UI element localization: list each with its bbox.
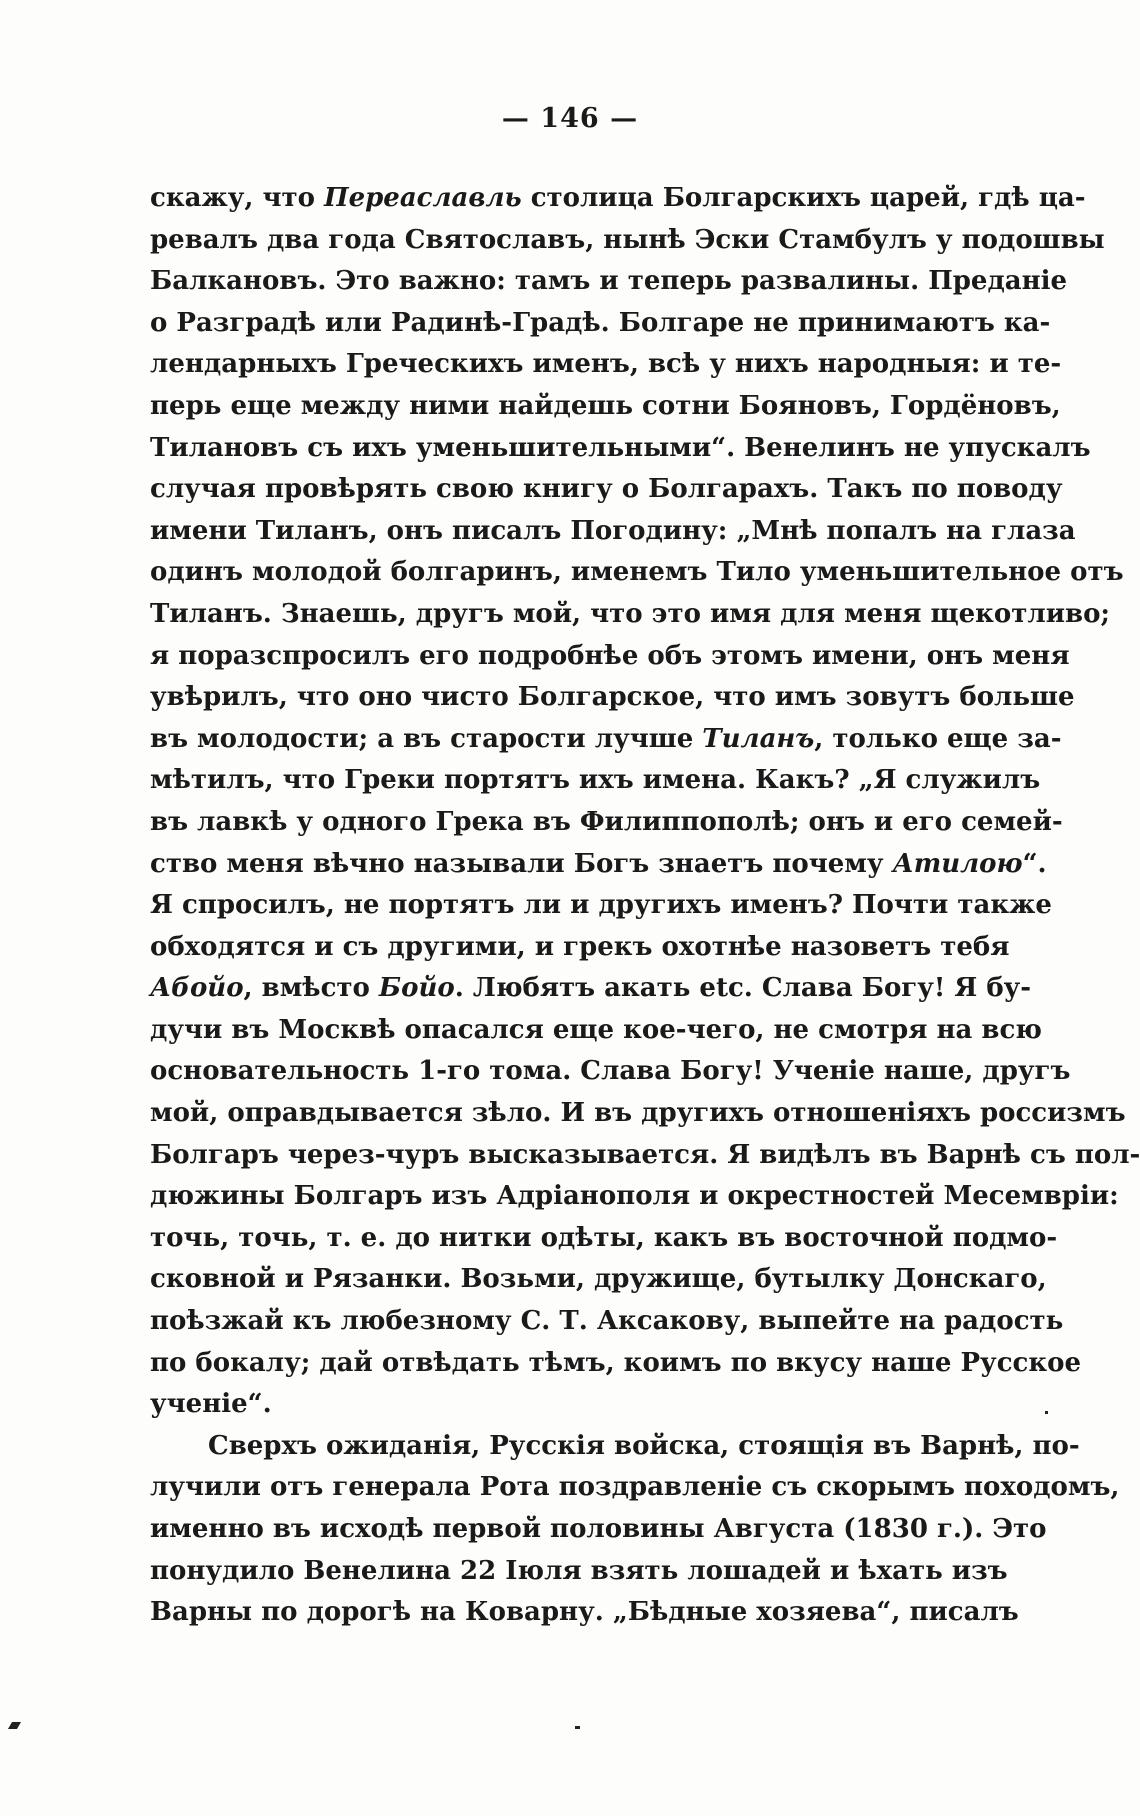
text-line xyxy=(150,428,1091,470)
text-line xyxy=(150,844,1047,886)
text-segment: понудило Венелина 22 Іюля взять лошадей и ѣхать изъ xyxy=(150,1555,1008,1586)
text-segment: въ лавкѣ у одного Грека въ Филиппополѣ; онъ и его семей- xyxy=(150,806,1063,837)
text-line xyxy=(150,1176,1119,1218)
text-line xyxy=(150,719,1062,761)
text-segment: перь еще между ними найдешь сотни Бояновъ, Гордёновъ, xyxy=(150,390,1061,421)
text-segment: случая провѣрять свою книгу о Болгарахъ. Такъ по поводу xyxy=(150,474,1063,505)
text-segment: о Разградѣ или Радинѣ-Градѣ. Болгаре не принимаютъ ка- xyxy=(150,307,1051,338)
scan-mark xyxy=(575,1726,580,1729)
text-segment: “. xyxy=(1022,848,1047,879)
text-segment: лучили отъ генерала Рота поздравленіе съ скорымъ походомъ, xyxy=(150,1472,1120,1503)
text-segment: обходятся и съ другими, и грекъ охотнѣе назоветъ тебя xyxy=(150,931,1010,962)
text-segment: поѣзжай къ любезному С. Т. Аксакову, выпейте на радость xyxy=(150,1306,1064,1337)
text-segment: ство меня вѣчно называли Богъ знаетъ почему xyxy=(150,848,893,879)
text-segment: Балкановъ. Это важно: тамъ и теперь развалины. Преданіе xyxy=(150,266,1068,297)
text-line xyxy=(150,594,1111,636)
scan-mark xyxy=(1045,1411,1048,1414)
text-segment: Болгаръ через-чуръ высказывается. Я видѣлъ въ Варнѣ съ пол- xyxy=(150,1139,1140,1170)
text-line xyxy=(150,1218,1058,1260)
text-segment: мой, оправдывается зѣло. И въ другихъ отношеніяхъ россизмъ xyxy=(150,1098,1126,1129)
text-segment: я поразспросилъ его подробнѣе объ этомъ имени, онъ меня xyxy=(150,640,1070,671)
text-segment: мѣтилъ, что Греки портятъ ихъ имена. Какъ? „Я служилъ xyxy=(150,765,1041,796)
italic-text: Атилою xyxy=(892,848,1023,879)
text-line xyxy=(150,552,1124,594)
text-line xyxy=(150,386,1061,428)
text-segment: одинъ молодой болгаринъ, именемъ Тило уменьшительное отъ xyxy=(150,557,1124,588)
text-line xyxy=(150,1384,1002,1426)
text-segment: Тиланъ. Знаешь, другъ мой, что это имя для меня щекотливо; xyxy=(150,598,1111,629)
text-line xyxy=(150,303,1051,345)
text-segment: , только еще за- xyxy=(814,723,1062,754)
text-segment: въ молодости; а въ старости лучше xyxy=(150,723,703,754)
text-line xyxy=(150,1467,1120,1509)
text-segment: увѣрилъ, что оно чисто Болгарское, что имъ зовутъ больше xyxy=(150,682,1075,713)
text-line xyxy=(150,1343,1082,1385)
text-line xyxy=(150,927,1010,969)
text-line xyxy=(150,1093,1126,1135)
text-line xyxy=(150,885,1052,927)
italic-text: Переаславль xyxy=(324,183,522,213)
text-line xyxy=(150,1509,1047,1551)
text-line xyxy=(150,636,1070,678)
text-line xyxy=(150,760,1041,802)
text-segment: . Любятъ акать etc. Слава Богу! Я бу- xyxy=(454,973,1032,1004)
text-segment: ревалъ два года Святославъ, нынѣ Эски Стамбулъ у подошвы xyxy=(150,224,1105,255)
text-line xyxy=(150,1259,1047,1301)
text-line xyxy=(150,1551,1008,1593)
text-segment: точь, точь, т. е. до нитки одѣты, какъ въ восточной подмо- xyxy=(150,1222,1058,1253)
text-line xyxy=(150,677,1075,719)
text-segment: скажу, что xyxy=(150,183,324,213)
text-segment: основательность 1-го тома. Слава Богу! Ученіе наше, другъ xyxy=(150,1056,1071,1087)
text-segment: дюжины Болгаръ изъ Адріанополя и окрестностей Месемвріи: xyxy=(150,1181,1119,1212)
text-segment: Варны по дорогѣ на Коварну. „Бѣдные хозяева“, писалъ xyxy=(150,1597,1019,1628)
italic-text: Абойо xyxy=(150,973,244,1004)
text-segment: лендарныхъ Греческихъ именъ, всѣ у нихъ народныя: и те- xyxy=(150,349,1062,380)
text-line xyxy=(150,802,1063,844)
text-line xyxy=(150,344,1062,386)
text-line xyxy=(150,1010,1042,1052)
text-segment: по бокалу; дай отвѣдать тѣмъ, коимъ по вкусу наше Русское xyxy=(150,1347,1082,1378)
italic-text: Тиланъ xyxy=(702,723,815,754)
text-segment: дучи въ Москвѣ опасался еще кое-чего, не смотря на всю xyxy=(150,1014,1042,1045)
text-segment: именно въ исходѣ первой половины Августа (1830 г.). Это xyxy=(150,1514,1047,1544)
text-segment: Тилановъ съ ихъ уменьшительными“. Венелинъ не упускалъ xyxy=(150,432,1091,463)
text-line xyxy=(150,220,1105,262)
text-segment: Я спросилъ, не портятъ ли и другихъ именъ? Почти также xyxy=(150,890,1052,921)
text-line xyxy=(150,1051,1071,1093)
scan-mark xyxy=(8,1722,21,1729)
text-line xyxy=(150,261,1068,303)
text-line xyxy=(150,469,1063,511)
body-text xyxy=(150,178,1140,1634)
text-line xyxy=(150,968,1032,1010)
text-line xyxy=(150,1301,1064,1343)
text-segment: Сверхъ ожиданія, Русскія войска, стоящія въ Варнѣ, по- xyxy=(208,1430,1080,1461)
text-line xyxy=(150,1592,1019,1634)
text-line xyxy=(150,1426,1080,1468)
text-line xyxy=(150,511,1076,553)
italic-text: Бойо xyxy=(378,973,455,1004)
text-segment: имени Тиланъ, онъ писалъ Погодину: „Мнѣ попалъ на глаза xyxy=(150,515,1076,546)
text-segment: ученіе“. xyxy=(150,1389,272,1420)
text-segment: столица Болгарскихъ царей, гдѣ ца- xyxy=(521,183,1086,213)
page-number: — 146 — xyxy=(501,103,639,134)
text-segment: , вмѣсто xyxy=(243,973,379,1004)
text-segment: сковной и Рязанки. Возьми, дружище, бутылку Донскаго, xyxy=(150,1264,1047,1295)
text-line xyxy=(150,178,1086,220)
text-line xyxy=(150,1135,1140,1177)
